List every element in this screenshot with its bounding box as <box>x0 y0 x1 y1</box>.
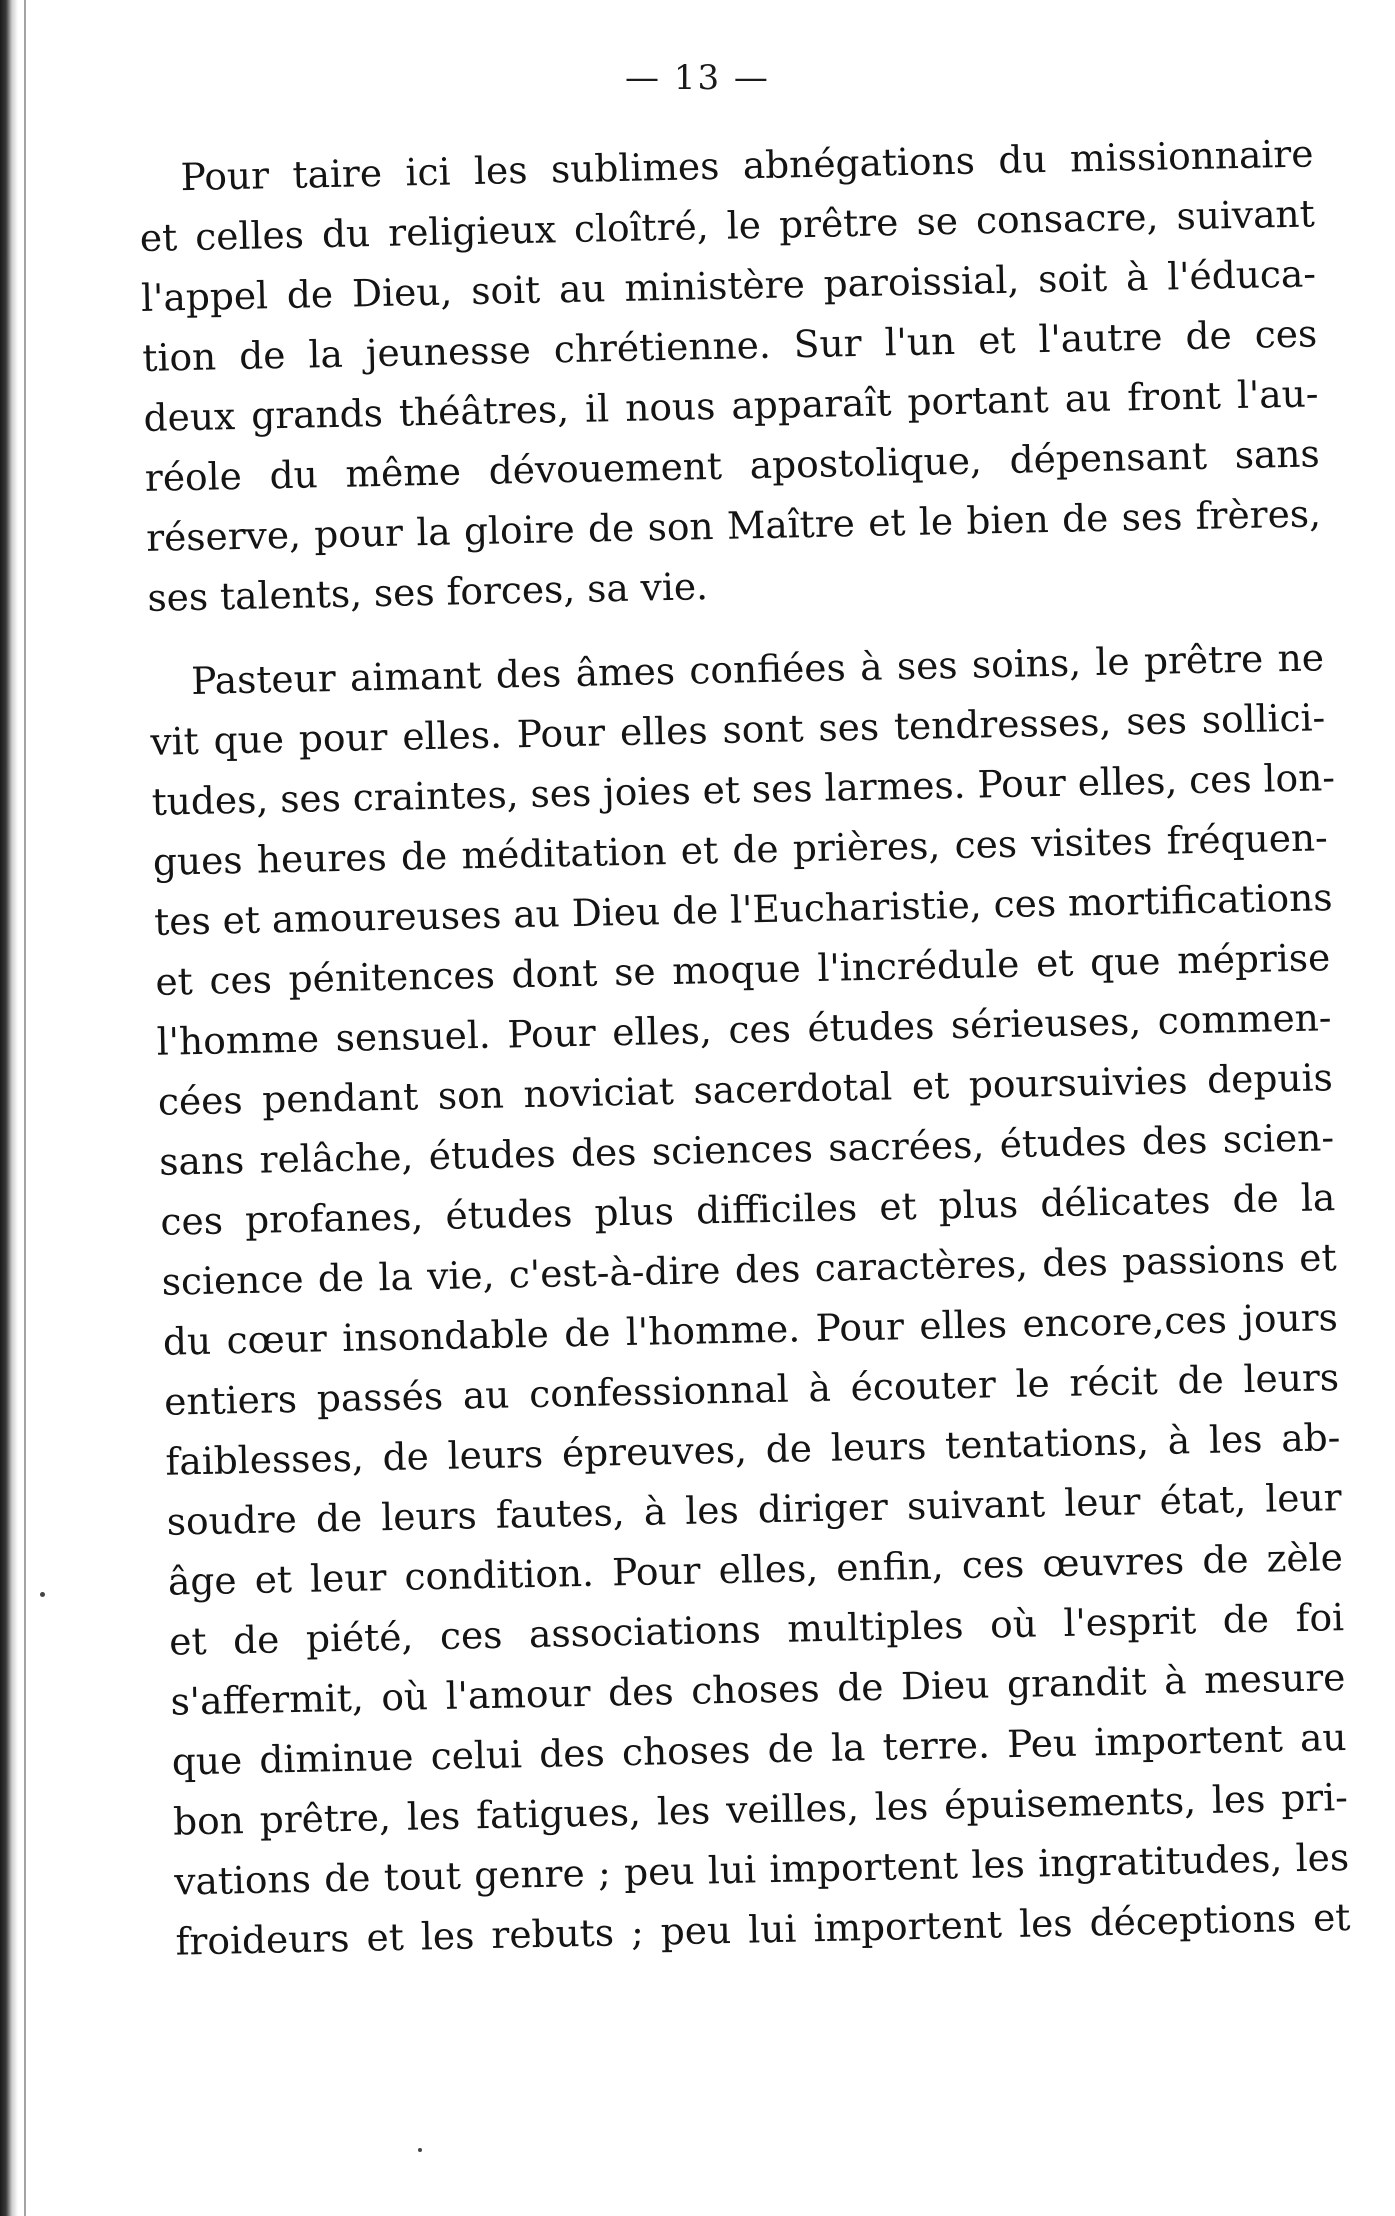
text-line: réserve, pour la gloire de son Maître et le bien de ses frères, <box>145 491 1322 560</box>
scan-speck <box>418 2148 422 2152</box>
text-line: Pasteur aimant des âmes confiées à ses soins, le prêtre ne <box>190 635 1325 703</box>
text-line: s'affermit, où l'amour des choses de Dieu grandit à mesure <box>170 1655 1346 1724</box>
text-line: entiers passés au confessionnal à écouter le récit de leurs <box>163 1355 1340 1424</box>
text-line: et celles du religieux cloîtré, le prêtre se consacre, suivant <box>139 191 1316 260</box>
text-line: sans relâche, études des sciences sacrées, études des scien- <box>158 1115 1335 1184</box>
text-line: Pour taire ici les sublimes abnégations du missionnaire <box>180 131 1314 200</box>
text-line: du cœur insondable de l'homme. Pour elles encore,ces jours <box>162 1295 1339 1364</box>
text-line: soudre de leurs fautes, à les diriger suivant leur état, leur <box>166 1475 1342 1544</box>
text-line: vit que pour elles. Pour elles sont ses tendresses, ses sollici- <box>149 695 1326 764</box>
text-line: que diminue celui des choses de la terre. Peu importent au <box>171 1715 1348 1784</box>
scan-speck <box>40 1592 45 1597</box>
text-line: cées pendant son noviciat sacerdotal et poursuivies depuis <box>157 1055 1334 1124</box>
text-line: réole du même dévouement apostolique, dépensant sans <box>144 431 1321 500</box>
text-line: tes et amoureuses au Dieu de l'Eucharistie, ces mortifications <box>153 875 1333 944</box>
text-line: ces profanes, études plus difficiles et plus délicates de la <box>160 1175 1336 1244</box>
text-line: faiblesses, de leurs épreuves, de leurs tentations, à les ab- <box>165 1415 1341 1484</box>
text-line: gues heures de méditation et de prières, ces visites fréquen- <box>152 815 1329 884</box>
paragraph-1 <box>138 123 1323 628</box>
text-line: froideurs et les rebuts ; peu lui importent les déceptions et <box>175 1895 1351 1964</box>
text-line: l'homme sensuel. Pour elles, ces études sérieuses, commen- <box>156 995 1332 1064</box>
text-line: bon prêtre, les fatigues, les veilles, les épuisements, les pri- <box>172 1775 1349 1844</box>
text-line: science de la vie, c'est-à-dire des caractères, des passions et <box>161 1235 1337 1304</box>
text-line: vations de tout genre ; peu lui importent les ingratitudes, les <box>173 1835 1350 1904</box>
text-line: et ces pénitences dont se moque l'incrédule et que méprise <box>155 935 1331 1004</box>
page-number: — 13 — <box>625 58 770 98</box>
paragraph-2 <box>149 627 1351 1971</box>
text-line: deux grands théâtres, il nous apparaît portant au front l'au- <box>143 371 1319 440</box>
text-line: tion de la jeunesse chrétienne. Sur l'un et l'autre de ces <box>141 311 1318 380</box>
text-line: âge et leur condition. Pour elles, enfin, ces œuvres de zèle <box>167 1535 1344 1604</box>
text-line: tudes, ses craintes, ses joies et ses larmes. Pour elles, ces lon- <box>151 755 1336 824</box>
binding-fold-line <box>24 0 26 2216</box>
binding-shadow <box>0 0 18 2216</box>
text-line: ses talents, ses forces, sa vie. <box>146 564 709 620</box>
text-line: l'appel de Dieu, soit au ministère paroissial, soit à l'éduca- <box>140 251 1317 320</box>
body-text <box>138 123 1351 1995</box>
text-line: et de piété, ces associations multiples où l'esprit de foi <box>168 1595 1345 1664</box>
